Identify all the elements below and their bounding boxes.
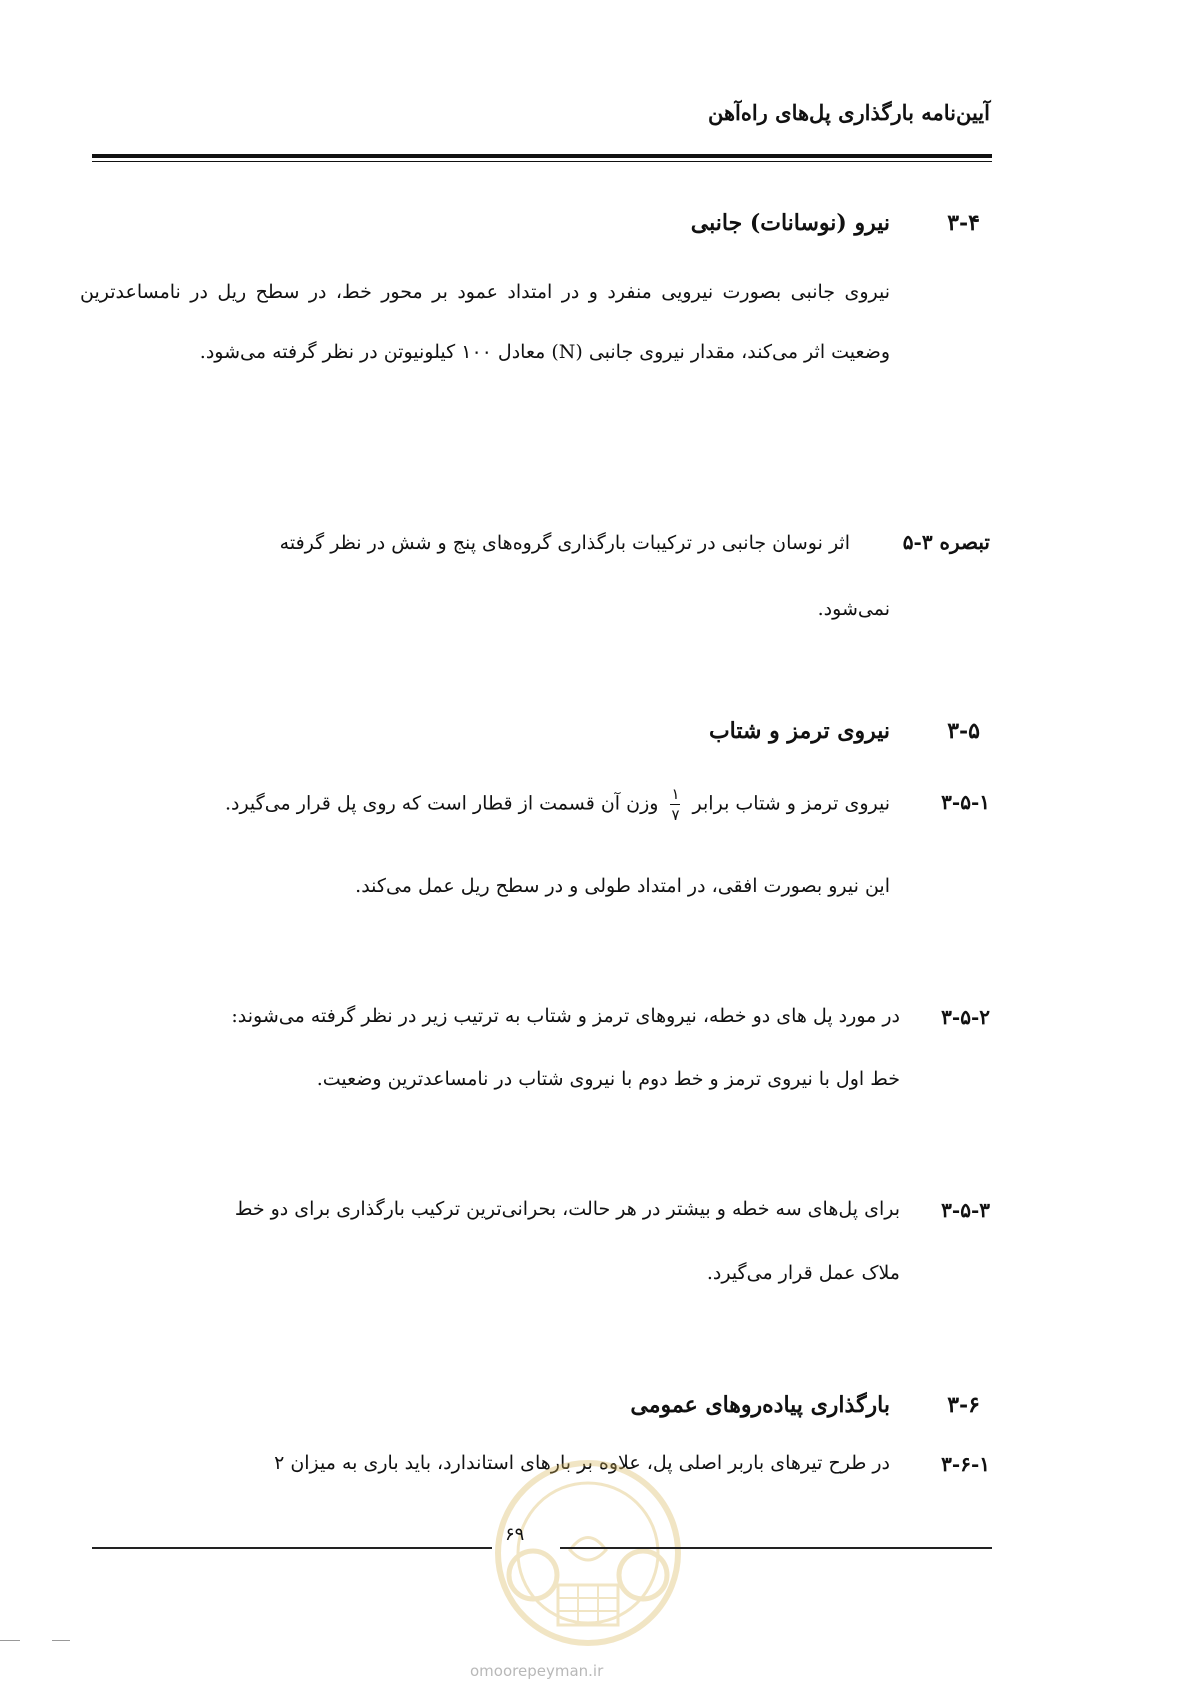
clause-3-5-1-line2: این نیرو بصورت افقی، در امتداد طولی و در سطح ریل عمل می‌کند. xyxy=(355,875,890,897)
watermark-site-text: omoorepeyman.ir xyxy=(470,1662,604,1680)
section-number-3-6: ۳-۶ xyxy=(947,1392,980,1418)
clause-3-5-1-text-a: نیروی ترمز و شتاب برابر xyxy=(692,792,890,815)
running-header-title: آیین‌نامه بارگذاری پل‌های راه‌آهن xyxy=(707,100,990,125)
clause-number-3-5-3: ۳-۵-۳ xyxy=(941,1198,990,1222)
section-number-3-5: ۳-۵ xyxy=(947,718,980,744)
clause-3-5-2-line1: در مورد پل های دو خطه، نیروهای ترمز و شتاب به ترتیب زیر در نظر گرفته می‌شوند: xyxy=(231,1005,900,1027)
clause-number-3-6-1: ۳-۶-۱ xyxy=(941,1452,990,1476)
footer-rule-right xyxy=(560,1547,992,1549)
note-text-line2: نمی‌شود. xyxy=(817,598,890,620)
footer-rule-left xyxy=(92,1547,492,1549)
section-title-3-6: بارگذاری پیاده‌روهای عمومی xyxy=(630,1392,890,1418)
fraction-denominator: ۷ xyxy=(671,806,680,824)
header-rule-thick xyxy=(92,154,992,158)
scan-artifact-line-1 xyxy=(0,1640,20,1641)
scan-artifact-line-2 xyxy=(52,1640,70,1641)
section-title-3-4: نیرو (نوسانات) جانبی xyxy=(690,210,890,236)
fraction-bar xyxy=(670,804,680,805)
clause-number-3-5-2: ۳-۵-۲ xyxy=(941,1005,990,1029)
clause-3-5-3-line2: ملاک عمل قرار می‌گیرد. xyxy=(706,1262,900,1284)
watermark-seal-logo xyxy=(478,1455,698,1650)
clause-3-5-1-line1 xyxy=(225,786,890,823)
section-number-3-4: ۳-۴ xyxy=(947,210,980,236)
fraction-one-seventh xyxy=(670,786,680,823)
fraction-numerator: ۱ xyxy=(671,785,680,803)
clause-number-3-5-1: ۳-۵-۱ xyxy=(941,790,990,814)
section-title-3-5: نیروی ترمز و شتاب xyxy=(708,718,890,744)
clause-3-6-1-line1: در طرح تیرهای باربر اصلی پل، علاوه بر بارهای استاندارد، باید باری به میزان ۲ xyxy=(274,1452,890,1474)
header-rule-thin xyxy=(92,161,992,162)
clause-3-5-3-line1: برای پل‌های سه خطه و بیشتر در هر حالت، بحرانی‌ترین ترکیب بارگذاری برای دو خط xyxy=(234,1198,900,1220)
clause-3-5-1-text-b: وزن آن قسمت از قطار است که روی پل قرار می‌گیرد. xyxy=(224,792,659,815)
clause-3-5-2-line2: خط اول با نیروی ترمز و خط دوم با نیروی شتاب در نامساعدترین وضعیت. xyxy=(316,1068,900,1090)
page-number: ۶۹ xyxy=(505,1524,525,1545)
note-text-line1: اثر نوسان جانبی در ترکیبات بارگذاری گروه‌های پنج و شش در نظر گرفته xyxy=(279,532,850,554)
note-label-3-5: تبصره ۳-۵ xyxy=(902,530,990,554)
section-body-3-4: نیروی جانبی بصورت نیرویی منفرد و در امتداد عمود بر محور خط، در سطح ریل در نامساعدترین وضعیت اثر می‌کند، مقدار نیروی جانبی (N) معادل ۱۰۰ کیلونیوتن در نظر گرفته می‌شود. xyxy=(80,281,890,363)
